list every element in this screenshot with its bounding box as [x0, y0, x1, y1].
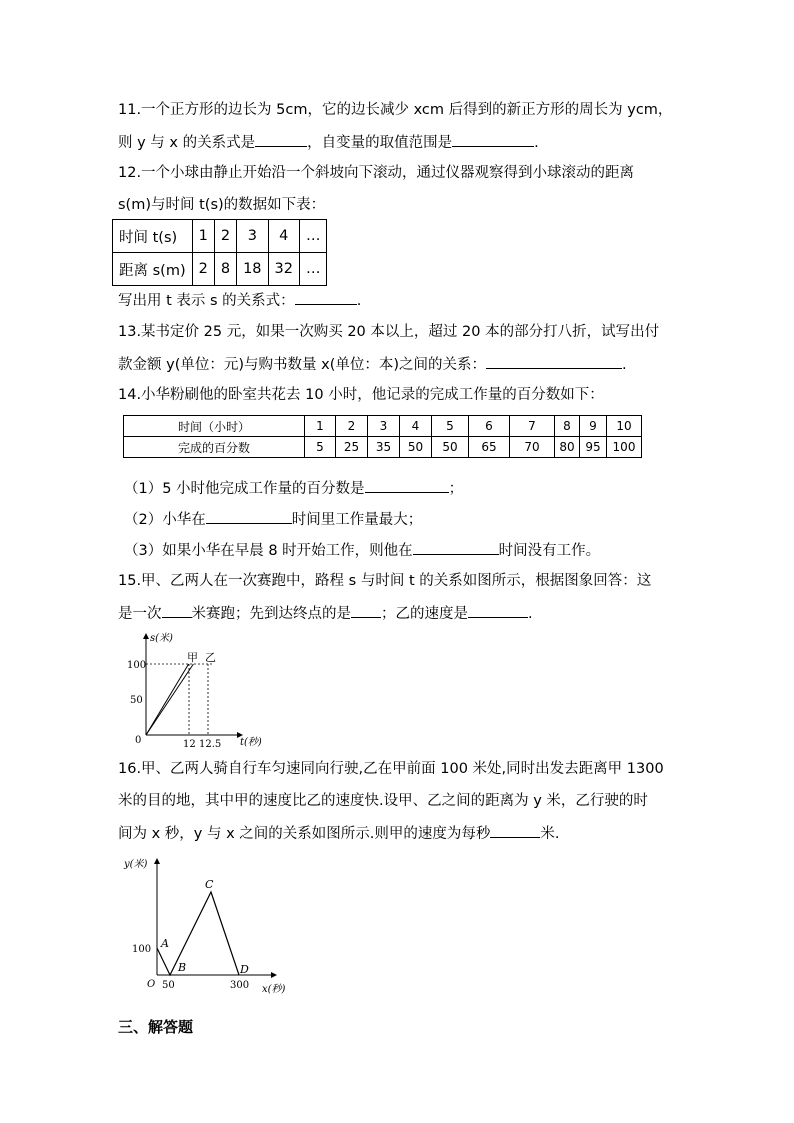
table-cell: 3 [368, 416, 400, 437]
q14-blank-2[interactable] [206, 509, 292, 524]
q16-x-tick-300: 300 [230, 980, 250, 991]
q13-blank[interactable] [486, 354, 622, 369]
table-cell: 18 [237, 253, 268, 286]
table-cell: 5 [432, 416, 469, 437]
q15-y-tick-100: 100 [127, 660, 147, 671]
q16-point-b: B [178, 961, 187, 974]
q15-text-a: 是一次 [118, 606, 162, 622]
q15-text-c: ；乙的速度是 [381, 606, 468, 622]
table-cell: 7 [510, 416, 555, 437]
table-cell: 5 [305, 437, 336, 458]
table-cell: … [299, 220, 327, 253]
q15-x-label: t(秒) [240, 737, 262, 748]
table-cell: 95 [580, 437, 607, 458]
table-row [124, 416, 642, 437]
q16-x-tick-50: 50 [162, 980, 175, 991]
q15-blank-2[interactable] [351, 603, 381, 618]
q15-y-tick-50: 50 [130, 695, 143, 706]
q15-x-tick-12-5: 12.5 [199, 739, 222, 750]
q11-line1: 11.一个正方形的边长为 5cm，它的边长减少 xcm 后得到的新正方形的周长为 ycm， [118, 102, 673, 118]
q14-sub1 [124, 478, 463, 499]
q16-x-label: x(秒) [262, 984, 286, 995]
table-cell: 9 [580, 416, 607, 437]
q16-line3 [118, 823, 560, 844]
table-cell: 4 [268, 220, 299, 253]
q16-point-a: A [161, 937, 169, 950]
q14-sub1-text-a: （1）5 小时他完成工作量的百分数是 [124, 481, 365, 497]
q14-sub2 [124, 509, 422, 530]
q14-sub1-text-b: ； [448, 481, 464, 497]
q11-text-a: 则 y 与 x 的关系式是 [118, 135, 256, 151]
table-cell: 32 [268, 253, 299, 286]
q14-table [123, 415, 642, 458]
q13-text-b: . [622, 357, 627, 373]
q16-line-y [157, 892, 239, 975]
q15-line-jia [146, 664, 189, 735]
q11-text-b: ，自变量的取值范围是 [307, 135, 453, 151]
q16-line1: 16.甲、乙两人骑自行车匀速同向行驶,乙在甲前面 100 米处,同时出发去距离甲 1300 [118, 761, 664, 777]
q11-line2 [118, 132, 539, 153]
table-cell: 25 [336, 437, 368, 458]
table-cell: 1 [305, 416, 336, 437]
q15-text-d: . [528, 606, 533, 622]
q13-text-a: 款金额 y(单位：元)与购书数量 x(单位：本)之间的关系： [118, 357, 487, 373]
q12-table [112, 219, 327, 286]
table-cell: 时间 t(s) [113, 220, 193, 253]
table-cell: 65 [469, 437, 510, 458]
table-cell: 2 [214, 220, 236, 253]
q15-graph [126, 628, 286, 750]
q16-line2: 米的目的地，其中甲的速度比乙的速度快.设甲、乙之间的距离为 y 米，乙行驶的时 [118, 793, 648, 809]
q16-y-label: y(米) [124, 859, 148, 870]
q15-text-b: 米赛跑；先到达终点的是 [191, 606, 351, 622]
q14-sub3 [124, 540, 600, 561]
section-3-heading: 三、解答题 [118, 1018, 194, 1036]
q14-sub2-text-a: （2）小华在 [124, 512, 206, 528]
q16-blank[interactable] [490, 823, 540, 838]
table-cell: … [299, 253, 327, 286]
q11-blank-1[interactable] [255, 132, 307, 147]
q16-origin: O [147, 979, 156, 990]
table-row [124, 437, 642, 458]
q12-line1: 12.一个小球由静止开始沿一个斜坡向下滚动，通过仪器观察得到小球滚动的距离 [118, 165, 635, 181]
q15-blank-1[interactable] [162, 603, 192, 618]
q12-text-a: 写出用 t 表示 s 的关系式： [118, 293, 295, 309]
table-cell: 10 [607, 416, 642, 437]
table-cell: 8 [214, 253, 236, 286]
q15-y-label: s(米) [150, 633, 173, 644]
q14-line1: 14.小华粉刷他的卧室共花去 10 小时，他记录的完成工作量的百分数如下： [118, 387, 604, 403]
q15-line1: 15.甲、乙两人在一次赛跑中，路程 s 与时间 t 的关系如图所示，根据图象回答：这 [118, 573, 652, 589]
q16-point-d: D [240, 963, 249, 976]
q14-blank-3[interactable] [413, 540, 499, 555]
q15-origin: 0 [135, 735, 142, 746]
table-cell: 35 [368, 437, 400, 458]
q16-text-a: 间为 x 秒，y 与 x 之间的关系如图所示.则甲的速度为每秒 [118, 826, 491, 842]
q12-blank[interactable] [295, 290, 357, 305]
table-cell: 50 [400, 437, 432, 458]
table-header: 完成的百分数 [124, 437, 305, 458]
table-cell: 50 [432, 437, 469, 458]
q15-line2 [118, 603, 533, 624]
table-cell: 100 [607, 437, 642, 458]
q16-y-tick-100: 100 [132, 944, 152, 955]
table-cell: 8 [555, 416, 580, 437]
q12-text-b: . [356, 293, 362, 309]
table-cell: 6 [469, 416, 510, 437]
q16-point-c: C [205, 878, 214, 891]
table-cell: 4 [400, 416, 432, 437]
table-cell: 80 [555, 437, 580, 458]
q15-blank-3[interactable] [468, 603, 528, 618]
table-cell: 70 [510, 437, 555, 458]
q13-line1: 13.某书定价 25 元，如果一次购买 20 本以上，超过 20 本的部分打八折，试写出付 [118, 324, 660, 340]
q12-line2: s(m)与时间 t(s)的数据如下表： [118, 197, 326, 213]
q14-blank-1[interactable] [365, 478, 449, 493]
table-cell: 2 [336, 416, 368, 437]
table-cell: 距离 s(m) [113, 253, 193, 286]
q11-text-c: . [534, 135, 539, 151]
q14-sub3-text-b: 时间没有工作。 [498, 543, 601, 559]
table-cell: 1 [192, 220, 214, 253]
table-row [113, 253, 327, 286]
q13-line2 [118, 354, 627, 375]
q16-text-b: 米. [540, 826, 560, 842]
table-header: 时间（小时） [124, 416, 305, 437]
q15-x-tick-12: 12 [183, 739, 196, 750]
q14-sub3-text-a: （3）如果小华在早晨 8 时开始工作，则他在 [124, 543, 413, 559]
q11-blank-2[interactable] [452, 132, 534, 147]
q16-graph [120, 855, 300, 1000]
table-row [113, 220, 327, 253]
q15-label-jia: 甲 [187, 651, 198, 664]
q15-label-yi: 乙 [205, 651, 216, 664]
q12-answer-line [118, 290, 361, 311]
q15-line-yi [146, 664, 193, 735]
table-cell: 2 [192, 253, 214, 286]
table-cell: 3 [237, 220, 268, 253]
q14-sub2-text-b: 时间里工作量最大； [291, 512, 423, 528]
